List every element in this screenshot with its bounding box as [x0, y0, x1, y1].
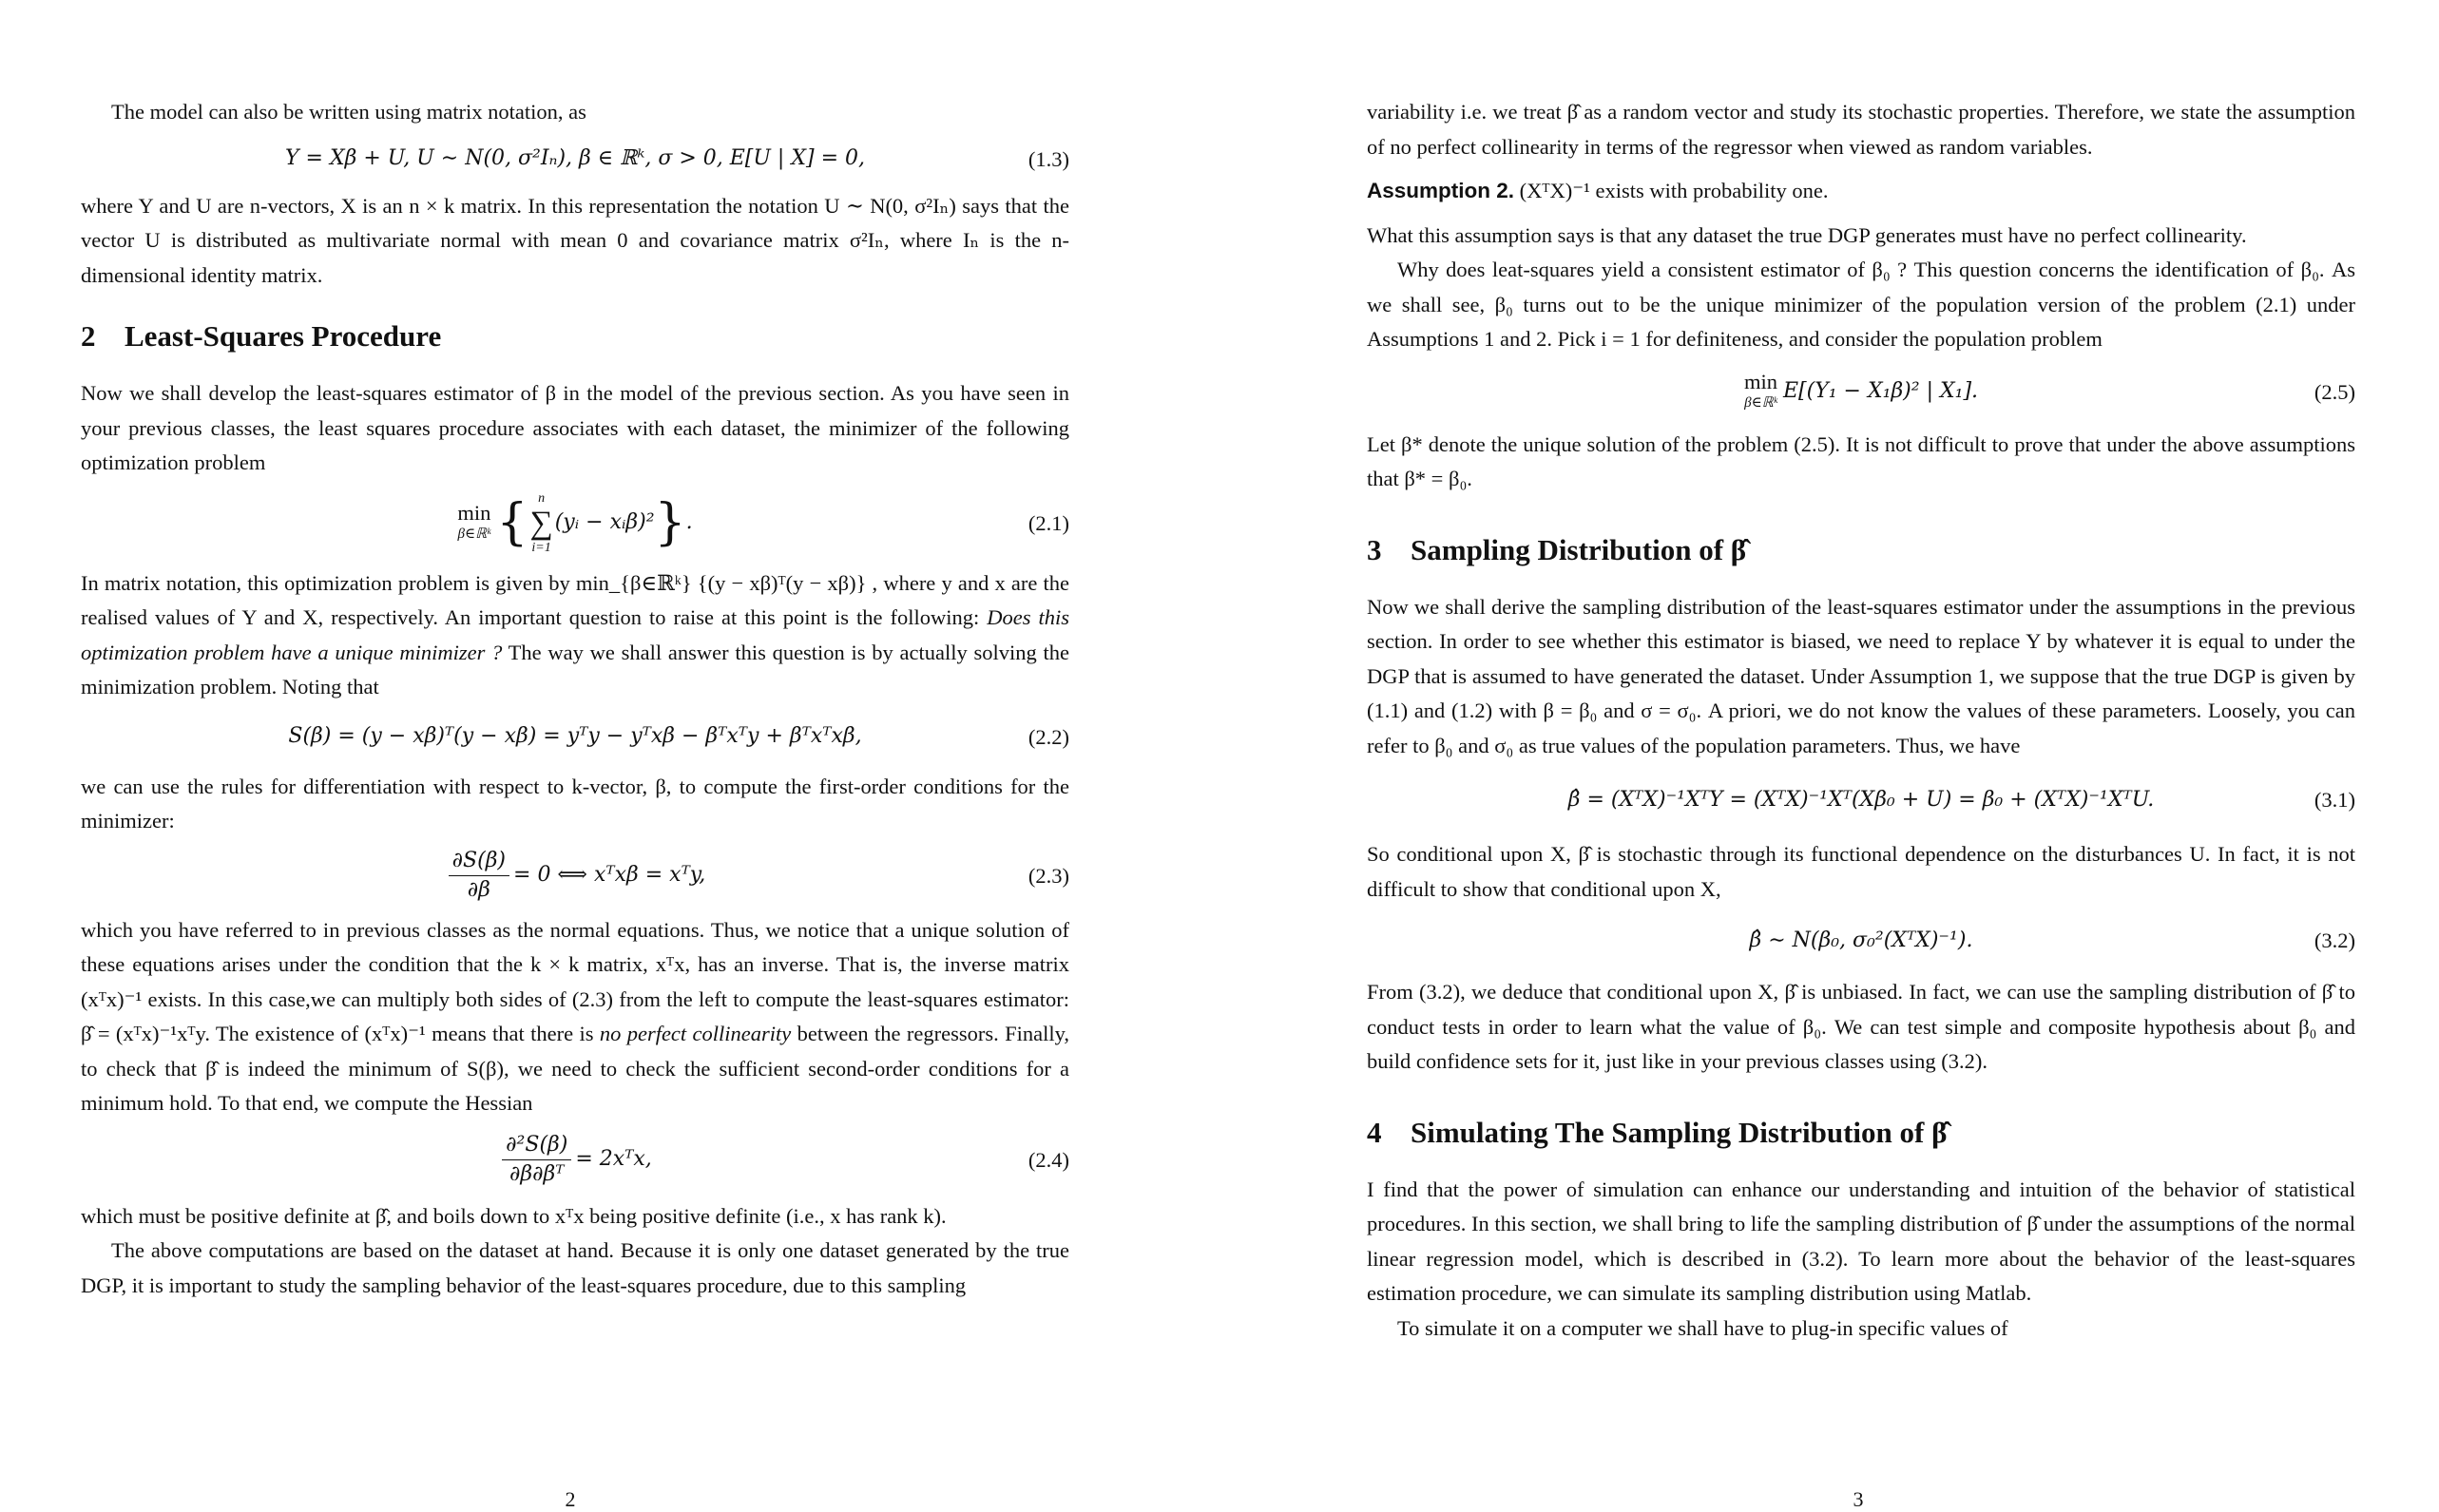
equation-number: (2.4): [1027, 1147, 1069, 1172]
equation-number: (2.5): [2314, 379, 2355, 404]
right-brace-glyph: }: [654, 494, 686, 552]
let-paragraph: Let β* denote the unique solution of the problem (2.5). It is not difficult to prove that under the above assumptions that β* = β₀.: [1367, 431, 2355, 490]
normal-text-a: which you have referred to in previous classes as the normal equations. Thus, we notice that a unique solution of these equations arises under the condition that the k × k matrix, xᵀx, has an inverse. That is, the inverse matrix (xᵀx)⁻¹ exists. In this case,we can multiply both sides of (2.3) from the left to compute the least-squares estimator: β̂ = (xᵀx)⁻¹xᵀy. The existence of (xᵀx)⁻¹ means that there is: [81, 917, 1069, 1045]
min-operator: [457, 500, 491, 545]
sum-upper: n: [538, 490, 546, 506]
matrix-text: In matrix notation, this optimization problem is given by min_{β∈ℝᵏ} {(y − xβ)ᵀ(y − xβ)} , where y and x are the realised values of Y and X, respectively. An important question to raise at this point is the following:: [81, 570, 1069, 629]
simulate-paragraph: To simulate it on a computer we shall have to plug-in specific values of: [1397, 1315, 2008, 1340]
equation-2-5: [1367, 357, 2355, 428]
equation-2-3: [81, 839, 1069, 913]
assumption-2: [1367, 174, 2355, 209]
equation-rest: = 0 ⟺ xᵀxβ = xᵀy,: [513, 863, 706, 888]
left-page: [0, 0, 1220, 1511]
min-subscript: β∈ℝᵏ: [457, 526, 491, 542]
sum-lower: i=1: [531, 540, 551, 555]
equation-body: S(β) = (y − xβ)ᵀ(y − xβ) = yᵀy − yᵀxβ − βᵀxᵀy + βᵀxᵀxβ,: [288, 724, 862, 749]
from-paragraph: From (3.2), we deduce that conditional upon X, β̂ is unbiased. In fact, we can use the sampling distribution of β̂ to conduct tests in order to learn what the value of β₀. We can test simple and composite hypothesis about β₀ and build confidence sets for it, just like in your previous classes using (3.2).: [1367, 980, 2355, 1073]
normal-text-b: between the regressors. Finally, to check that β̂ is indeed the minimum of S(β), we need to check the sufficient second-order conditions for a minimum hold. To that end, we compute the Hessian: [81, 1022, 1069, 1115]
equation-body: E[(Y₁ − X₁β)² | X₁].: [1782, 379, 1979, 404]
positive-definite-paragraph: which must be positive definite at β̂, and boils down to xᵀx being positive definite (i.e., x has rank k).: [81, 1203, 947, 1228]
fraction-numerator: ∂²S(β): [502, 1131, 571, 1160]
find-paragraph: I find that the power of simulation can enhance our understanding and intuition of the behavior of statistical procedures. In this section, we shall bring to life the sampling distribution of β̂ under the assumptions of the normal linear regression model, which is described in (3.2). To learn more about the behavior of the least-squares estimation procedure, we can simulate its sampling distribution using Matlab.: [1367, 1177, 2355, 1305]
variability-paragraph: variability i.e. we treat β̂ as a random vector and study its stochastic properties. Therefore, we state the assumption of no perfect collinearity in terms of the regressor when viewed as random variables.: [1367, 100, 2355, 159]
equation-body: β̂ ∼ N(β₀, σ₀²(XᵀX)⁻¹).: [1749, 928, 1973, 952]
section-number: 3: [1367, 532, 1382, 566]
right-page: [1220, 0, 2439, 1511]
equation-rest: = 2xᵀx,: [575, 1147, 652, 1172]
section-number: 2: [81, 319, 96, 353]
equation-body: Y = Xβ + U, U ∼ N(0, σ²Iₙ), β ∈ ℝᵏ, σ > 0, E[U | X] = 0,: [285, 146, 865, 171]
equation-3-2: [1367, 907, 2355, 975]
equation-number: (3.2): [2314, 928, 2355, 952]
fraction-denominator: ∂β∂βᵀ: [509, 1162, 565, 1186]
equation-2-1: [81, 481, 1069, 566]
answer-text: The way we shall answer this question is by actually solving the minimization problem. Noting that: [81, 640, 1069, 699]
left-brace-glyph: {: [496, 494, 528, 552]
equation-number: (1.3): [1027, 146, 1069, 171]
equation-number: (2.3): [1027, 863, 1069, 888]
equation-3-1: [1367, 763, 2355, 837]
normal-text-emphasis: no perfect collinearity: [599, 1022, 792, 1045]
period-glyph: .: [685, 510, 693, 535]
equation-body: β̂ = (XᵀX)⁻¹XᵀY = (XᵀX)⁻¹Xᵀ(Xβ₀ + U) = β₀ + (XᵀX)⁻¹XᵀU.: [1567, 787, 2155, 812]
assumption-text: (XᵀX)⁻¹ exists with probability one.: [1514, 179, 1829, 202]
section-title: Simulating The Sampling Distribution of β̂: [1411, 1115, 1948, 1149]
section-heading-3: [1367, 531, 2355, 569]
equation-number: (3.1): [2314, 787, 2355, 812]
question-text: Does this optimization problem have a unique minimizer ?: [81, 605, 1070, 664]
where-paragraph: where Y and U are n-vectors, X is an n × k matrix. In this representation the notation U ∼ N(0, σ²Iₙ) says that the vector U is distributed as multivariate normal with mean 0 and covariance matrix σ²Iₙ, where Iₙ is the n-dimensional identity matrix.: [81, 193, 1069, 287]
section-heading-2: [81, 317, 1069, 355]
section-number: 4: [1367, 1115, 1382, 1149]
matrix-notation-paragraph: [81, 566, 1069, 705]
above-computations-paragraph: The above computations are based on the dataset at hand. Because it is only one dataset generated by the true DGP, it is important to study the sampling behavior of the least-squares procedure, due to this sampling: [81, 1238, 1069, 1297]
sum-operator: [529, 491, 552, 556]
equation-1-3: [81, 130, 1069, 189]
min-operator: [1743, 369, 1777, 413]
derivative-fraction: [449, 847, 509, 905]
right-column: [1367, 95, 2355, 1346]
left-column: [81, 95, 1069, 1303]
equation-number: (2.2): [1027, 724, 1069, 749]
develop-paragraph: Now we shall develop the least-squares estimator of β in the model of the previous section. As you have seen in your previous classes, the least squares procedure associates with each dataset, the minimizer of the following optimization problem: [81, 381, 1069, 474]
normal-equations-paragraph: [81, 913, 1069, 1121]
so-paragraph: So conditional upon X, β̂ is stochastic through its functional dependence on the disturbances U. In fact, it is not difficult to show that conditional upon X,: [1367, 842, 2355, 901]
fraction-denominator: ∂β: [467, 878, 490, 902]
intro-paragraph: The model can also be written using matrix notation, as: [111, 100, 586, 124]
what-paragraph: What this assumption says is that any dataset the true DGP generates must have no perfect collinearity.: [1367, 222, 2247, 247]
why-paragraph: Why does leat-squares yield a consistent estimator of β₀ ? This question concerns the identification of β₀. As we shall see, β₀ turns out to be the unique minimizer of the population version of the problem (2.1) under Assumptions 1 and 2. Pick i = 1 for definiteness, and consider the population problem: [1367, 258, 2355, 351]
min-label: min: [457, 500, 491, 525]
page-number: 2: [565, 1487, 576, 1511]
equation-2-4: [81, 1121, 1069, 1199]
derive-paragraph: Now we shall derive the sampling distribution of the least-squares estimator under the assumptions in the previous section. In order to see whether this estimator is biased, we need to replace Y by whatever it is equal to under the DGP that is assumed to have generated the dataset. Under Assumption 1, we suppose that the true DGP is given by (1.1) and (1.2) with β = β₀ and σ = σ₀. A priori, we do not know the values of these parameters. Loosely, you can refer to β₀ and σ₀ as true values of the population parameters. Thus, we have: [1367, 594, 2355, 757]
min-subscript: β∈ℝᵏ: [1744, 394, 1777, 411]
equation-number: (2.1): [1027, 510, 1069, 535]
section-title: Least-Squares Procedure: [125, 319, 442, 353]
assumption-label: Assumption 2.: [1367, 179, 1515, 202]
hessian-fraction: [502, 1131, 571, 1189]
fraction-numerator: ∂S(β): [449, 847, 509, 876]
section-title: Sampling Distribution of β̂: [1411, 532, 1747, 566]
equation-2-2: [81, 705, 1069, 770]
page-number: 3: [1853, 1487, 1864, 1511]
rules-paragraph: we can use the rules for differentiation with respect to k-vector, β, to compute the first-order conditions for the minimizer:: [81, 774, 1069, 833]
section-heading-4: [1367, 1114, 2355, 1152]
min-label: min: [1743, 369, 1777, 393]
sigma-glyph: ∑: [529, 505, 553, 541]
sum-body: (yᵢ − xᵢβ)²: [554, 510, 655, 535]
